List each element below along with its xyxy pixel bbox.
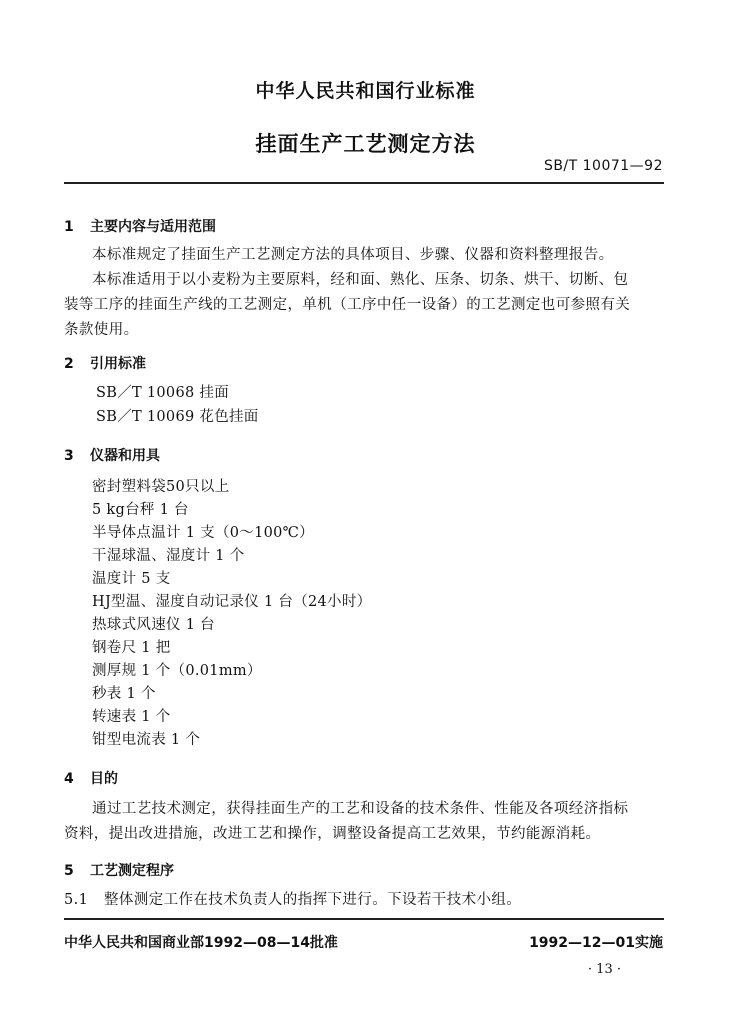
section-1-para1: 本标准规定了挂面生产工艺测定方法的具体项目、步骤、仪器和资料整理报告。 — [92, 247, 614, 263]
section-title: 仪器和用具 — [90, 448, 160, 464]
section-1-para2-line3: 条款使用。 — [64, 322, 139, 338]
effective-date: 1992—12—01实施 — [529, 935, 663, 951]
reference-item: SB／T 10069 花色挂面 — [96, 409, 259, 425]
instrument-item: HJ型温、湿度自动记录仪 1 台（24小时） — [92, 594, 372, 610]
section-title: 引用标准 — [90, 356, 146, 372]
section-1-para2-line1: 本标准适用于以小麦粉为主要原料，经和面、熟化、压条、切条、烘干、切断、包 — [92, 272, 629, 288]
standard-category: 中华人民共和国行业标准 — [255, 80, 476, 102]
instrument-item: 密封塑料袋50只以上 — [92, 479, 230, 495]
instrument-item: 钳型电流表 1 个 — [92, 732, 201, 748]
footer-rule — [64, 918, 664, 920]
subsection-text: 整体测定工作在技术负责人的指挥下进行。下设若干技术小组。 — [104, 892, 522, 908]
section-title: 工艺测定程序 — [90, 863, 174, 879]
instrument-item: 热球式风速仪 1 台 — [92, 617, 215, 633]
section-5-1 — [64, 888, 521, 909]
section-1-para2-line2: 装等工序的挂面生产线的工艺测定，单机（工序中任一设备）的工艺测定也可参照有关 — [64, 297, 631, 313]
section-3-heading — [64, 445, 160, 465]
section-title: 目的 — [90, 771, 118, 787]
section-number: 4 — [64, 771, 74, 787]
header-rule — [64, 182, 664, 184]
instrument-item: 干湿球温、湿度计 1 个 — [92, 548, 245, 564]
approval-line: 中华人民共和国商业部1992—08—14批准 — [64, 935, 338, 951]
page-number: · 13 · — [587, 962, 621, 977]
section-number: 5 — [64, 863, 74, 879]
instrument-item: 钢卷尺 1 把 — [92, 640, 171, 656]
instrument-item: 5 kg台秤 1 台 — [92, 502, 189, 518]
section-4-line1: 通过工艺技术测定，获得挂面生产的工艺和设备的技术条件、性能及各项经济指标 — [92, 801, 629, 817]
instrument-item: 秒表 1 个 — [92, 686, 156, 702]
reference-item: SB／T 10068 挂面 — [96, 385, 230, 401]
document-title: 挂面生产工艺测定方法 — [255, 132, 476, 156]
standard-code: SB/T 10071—92 — [543, 158, 663, 174]
section-4-heading — [64, 768, 118, 788]
section-4-line2: 资料，提出改进措施，改进工艺和操作，调整设备提高工艺效果，节约能源消耗。 — [64, 826, 601, 842]
instrument-item: 温度计 5 支 — [92, 571, 171, 587]
section-number: 3 — [64, 448, 74, 464]
instrument-item: 测厚规 1 个（0.01mm） — [92, 663, 262, 679]
section-5-heading — [64, 860, 174, 880]
section-2-heading — [64, 353, 146, 373]
section-1-heading — [64, 216, 216, 236]
section-title: 主要内容与适用范围 — [90, 219, 216, 235]
instrument-item: 转速表 1 个 — [92, 709, 171, 725]
subsection-number: 5.1 — [64, 892, 89, 908]
section-number: 2 — [64, 356, 74, 372]
section-number: 1 — [64, 219, 74, 235]
instrument-item: 半导体点温计 1 支（0～100℃） — [92, 525, 314, 541]
